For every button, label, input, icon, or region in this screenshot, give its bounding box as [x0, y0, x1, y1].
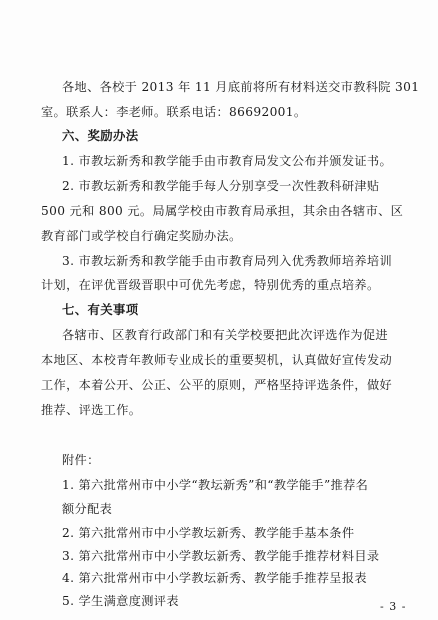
attachment-2: 2. 第六批常州市中小学教坛新秀、教学能手基本条件 — [62, 526, 355, 540]
section-7-para-line-3: 工作，本着公开、公正、公平的原则，严格坚持评选条件，做好 — [41, 378, 393, 392]
section-6-item-3-line-1: 3. 市教坛新秀和教学能手由市教育局列入优秀教师培养培训 — [62, 254, 392, 268]
section-7-para-line-2: 本地区、本校青年教师专业成长的重要契机，认真做好宣传发动 — [41, 353, 393, 367]
section-6-item-2-line-3: 教育部门或学校自行确定奖励办法。 — [41, 229, 242, 243]
section-7-para-line-4: 推荐、评选工作。 — [41, 403, 142, 417]
section-6-item-2-line-2: 500 元和 800 元。局属学校由市教育局承担，其余由各辖市、区 — [41, 204, 404, 218]
section-6-item-3-line-2: 计划，在评优晋级晋职中可优先考虑，特别优秀的重点培养。 — [41, 278, 380, 292]
section-6-item-2-line-1: 2. 市教坛新秀和教学能手每人分别享受一次性教科研津贴 — [62, 179, 380, 193]
attachment-1-line-1: 1. 第六批常州市中小学“教坛新秀”和“教学能手”推荐名 — [62, 478, 369, 492]
section-6-heading: 六、奖励办法 — [62, 128, 139, 143]
attachment-4: 4. 第六批常州市中小学教坛新秀、教学能手推荐呈报表 — [62, 571, 367, 585]
intro-line-2: 室。联系人：李老师。联系电话：86692001。 — [41, 105, 307, 119]
section-7-para-line-1: 各辖市、区教育行政部门和有关学校要把此次评选作为促进 — [62, 328, 388, 342]
attachment-5: 5. 学生满意度测评表 — [62, 594, 179, 608]
page-number: - 3 - — [380, 600, 407, 613]
attachment-1-line-2: 额分配表 — [62, 502, 113, 516]
section-7-heading: 七、有关事项 — [62, 302, 139, 317]
attachments-label: 附件： — [62, 453, 100, 467]
attachment-3: 3. 第六批常州市中小学教坛新秀、教学能手推荐材料目录 — [62, 549, 380, 563]
section-6-item-1: 1. 市教坛新秀和教学能手由市教育局发文公布并颁发证书。 — [62, 154, 392, 168]
intro-line-1: 各地、各校于 2013 年 11 月底前将所有材料送交市教科院 301 — [62, 80, 420, 94]
